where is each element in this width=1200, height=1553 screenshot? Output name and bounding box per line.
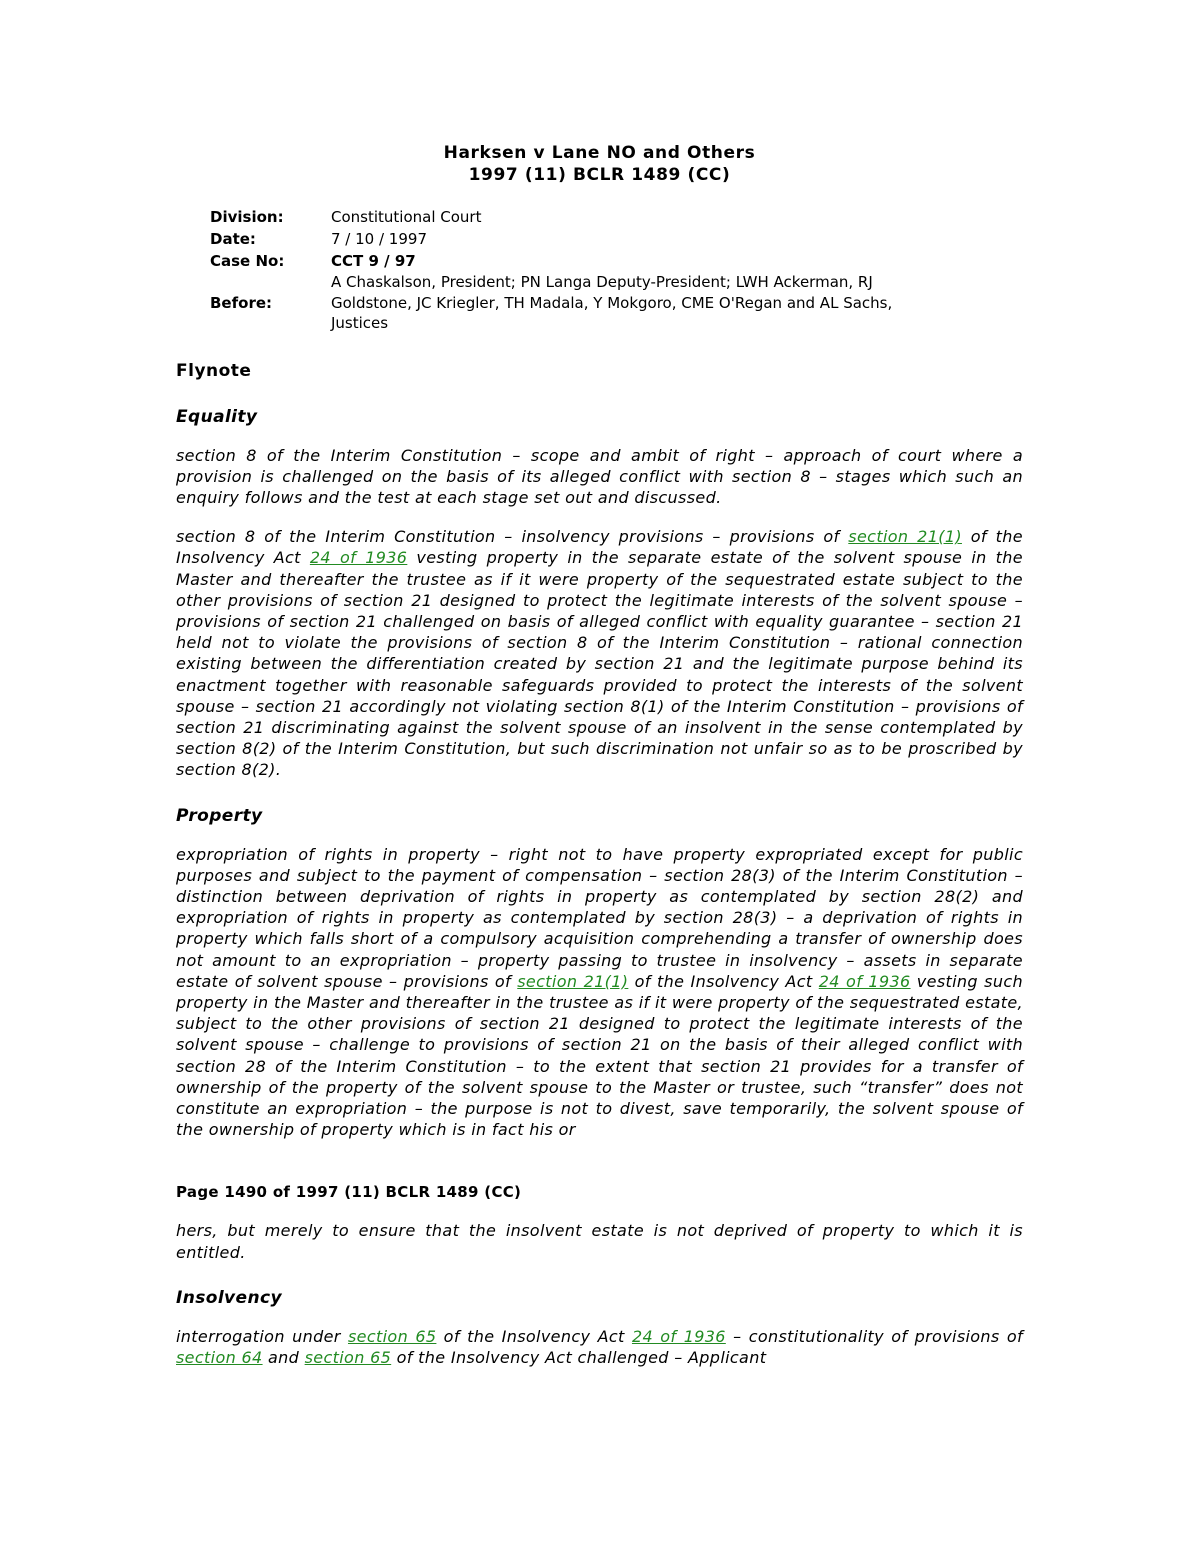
act-24-of-1936-link[interactable]: 24 of 1936 bbox=[631, 1326, 726, 1346]
division-label: Division: bbox=[210, 208, 284, 226]
insolvency-heading: Insolvency bbox=[176, 1287, 282, 1308]
property-paragraph-1: expropriation of rights in property – right not to have property expropriated except for public purposes and subject to the payment of compensation – section 28(3) of the Interim Constitution – distinction between deprivation of rights in property as contemplated by section 28(2) and expropriation of rights in property as contemplated by section 28(3) – a deprivation of rights in property which falls short of a compulsory acquisition comprehending a transfer of ownership does not amount to an expropriation – property passing to trustee in insolvency – assets in separate estate of solvent spouse – provisions of section 21(1) of the Insolvency Act 24 of 1936 vesting such property in the Master and thereafter in the trustee as if it were property of the sequestrated estate, subject to the other provisions of section 21 designed to protect the legitimate interests of the solvent spouse – challenge to provisions of section 21 on the basis of their alleged conflict with section 28 of the Interim Constitution – to the extent that section 21 provides for a transfer of ownership of the property of the solvent spouse to the Master or trustee, such “transfer” does not constitute an expropriation – the purpose is not to divest, save temporarily, the solvent spouse of the ownership of property which is in fact his or bbox=[176, 844, 1023, 1140]
section-64-link[interactable]: section 64 bbox=[176, 1348, 263, 1367]
before-label: Before: bbox=[210, 293, 273, 312]
act-24-of-1936-link[interactable]: 24 of 1936 bbox=[818, 971, 911, 991]
equality-heading: Equality bbox=[176, 406, 258, 427]
act-24-of-1936-link[interactable]: 24 of 1936 bbox=[309, 548, 408, 568]
section-65-link[interactable]: section 65 bbox=[347, 1326, 437, 1346]
section-21-1-link[interactable]: section 21(1) bbox=[848, 527, 962, 547]
flynote-heading: Flynote bbox=[176, 360, 252, 381]
property-heading: Property bbox=[176, 805, 263, 826]
meta-date-row bbox=[210, 228, 1023, 250]
meta-case-row bbox=[210, 250, 1023, 272]
meta-before-row bbox=[210, 272, 1023, 334]
section-21-1-link[interactable]: section 21(1) bbox=[517, 971, 629, 991]
page-break-marker: Page 1490 of 1997 (11) BCLR 1489 (CC) bbox=[176, 1183, 522, 1202]
document-page bbox=[176, 142, 1023, 1368]
case-name: Harksen v Lane NO and Others bbox=[443, 143, 756, 163]
case-title bbox=[176, 142, 1023, 186]
meta-division-row bbox=[210, 206, 1023, 228]
date-value: 7 / 10 / 1997 bbox=[331, 230, 427, 248]
insolvency-paragraph-1: interrogation under section 65 of the Insolvency Act 24 of 1936 – constitutionality of provisions of section 64 and section 65 of the Insolvency Act challenged – Applicant bbox=[176, 1326, 1024, 1367]
continuation-paragraph: hers, but merely to ensure that the insolvent estate is not deprived of property to which it is entitled. bbox=[176, 1221, 1023, 1262]
case-metadata bbox=[210, 206, 1023, 334]
before-value: A Chaskalson, President; PN Langa Deputy-President; LWH Ackerman, RJ Goldstone, JC Kriegler, TH Madala, Y Mokgoro, CME O'Regan and AL Sachs, Justices bbox=[331, 273, 893, 332]
division-value: Constitutional Court bbox=[331, 208, 482, 226]
section-65-link[interactable]: section 65 bbox=[304, 1348, 392, 1367]
case-citation: 1997 (11) BCLR 1489 (CC) bbox=[468, 165, 731, 185]
date-label: Date: bbox=[210, 230, 256, 248]
case-no-value: CCT 9 / 97 bbox=[331, 252, 416, 270]
equality-paragraph-2: section 8 of the Interim Constitution – insolvency provisions – provisions of section 21(1) of the Insolvency Act 24 of 1936 vesting property in the separate estate of the solvent spouse in the Master and thereafter the trustee as if it were property of the sequestrated estate subject to the other provisions of section 21 designed to protect the legitimate interests of the solvent spouse – provisions of section 21 challenged on basis of alleged conflict with equality guarantee – section 21 held not to violate the provisions of section 8 of the Interim Constitution – rational connection existing between the differentiation created by section 21 and the legitimate purpose behind its enactment together with reasonable safeguards provided to protect the interests of the solvent spouse – section 21 accordingly not violating section 8(1) of the Interim Constitution – provisions of section 21 discriminating against the solvent spouse of an insolvent in the sense contemplated by section 8(2) of the Interim Constitution, but such discrimination not unfair so as to be proscribed by section 8(2). bbox=[176, 527, 1023, 780]
equality-paragraph-1: section 8 of the Interim Constitution – scope and ambit of right – approach of court where a provision is challenged on the basis of its alleged conflict with section 8 – stages which such an enquiry follows and the test at each stage set out and discussed. bbox=[176, 445, 1023, 507]
case-no-label: Case No: bbox=[210, 252, 285, 270]
